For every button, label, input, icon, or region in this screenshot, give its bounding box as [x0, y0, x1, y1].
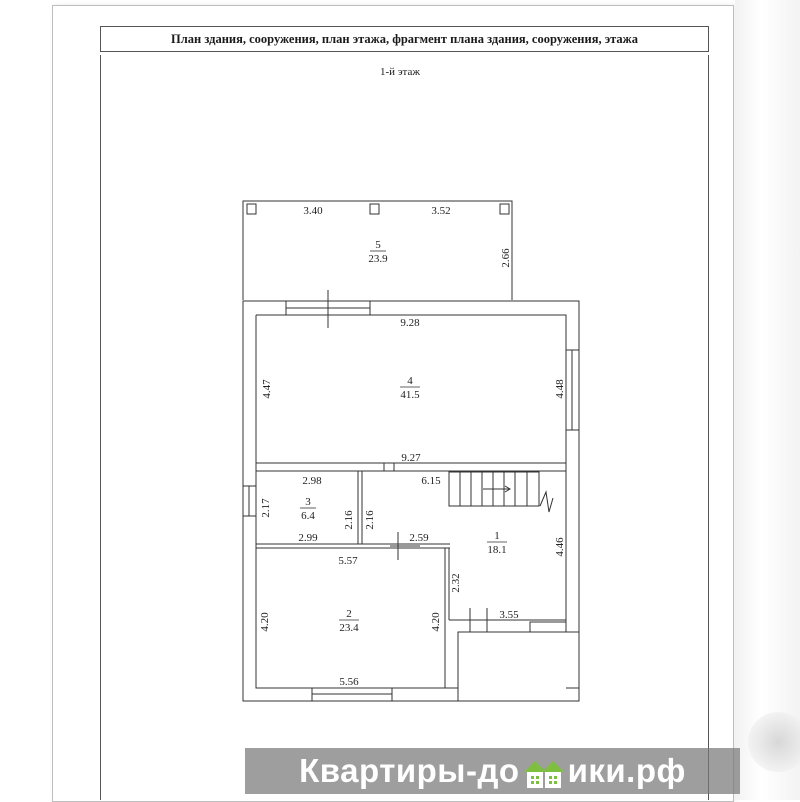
room-area: 41.5	[400, 389, 420, 401]
dimension-label: 2.66	[500, 248, 512, 268]
room-area: 23.9	[368, 253, 388, 265]
dimension-label: 3.52	[431, 205, 451, 217]
room-number: 1	[494, 530, 500, 542]
terrace-post	[370, 204, 379, 214]
dimension-label: 4.20	[259, 612, 271, 632]
dimension-label: 9.27	[401, 452, 421, 464]
dimension-label: 4.47	[261, 379, 273, 399]
dimension-label: 3.40	[303, 205, 323, 217]
plan-header: План здания, сооружения, план этажа, фрагмент плана здания, сооружения, этажа	[100, 26, 709, 52]
room-number: 2	[346, 608, 352, 620]
dimension-label: 9.28	[400, 317, 420, 329]
room-number: 5	[375, 239, 381, 251]
floor-label: 1-й этаж	[380, 66, 420, 78]
dimension-label: 2.99	[298, 532, 318, 544]
dimension-label: 2.16	[343, 510, 355, 530]
room-area: 23.4	[339, 622, 359, 634]
stair-break	[540, 492, 553, 512]
outer-wall	[243, 301, 579, 701]
terrace-post	[247, 204, 256, 214]
dimension-label: 4.20	[430, 612, 442, 632]
room-area: 6.4	[301, 510, 315, 522]
dimension-label: 5.56	[339, 676, 359, 688]
watermark-text-left: Квартиры-до	[299, 752, 520, 789]
watermark-banner	[245, 748, 740, 794]
dimension-label: 6.15	[421, 475, 441, 487]
dimension-label: 4.48	[554, 379, 566, 399]
house-icon	[521, 756, 567, 790]
dimension-label: 2.98	[302, 475, 322, 487]
dimension-label: 2.59	[409, 532, 429, 544]
watermark-text-right: ики.рф	[567, 752, 686, 789]
terrace-post	[500, 204, 509, 214]
dimension-label: 2.16	[364, 510, 376, 530]
room-number: 3	[305, 496, 311, 508]
dimension-label: 5.57	[338, 555, 358, 567]
dimension-label: 2.17	[260, 498, 272, 518]
dimension-label: 2.32	[450, 573, 462, 593]
dimension-label: 3.55	[499, 609, 519, 621]
dimension-label: 4.46	[554, 537, 566, 557]
room-area: 18.1	[487, 544, 507, 556]
room-number: 4	[407, 375, 413, 387]
